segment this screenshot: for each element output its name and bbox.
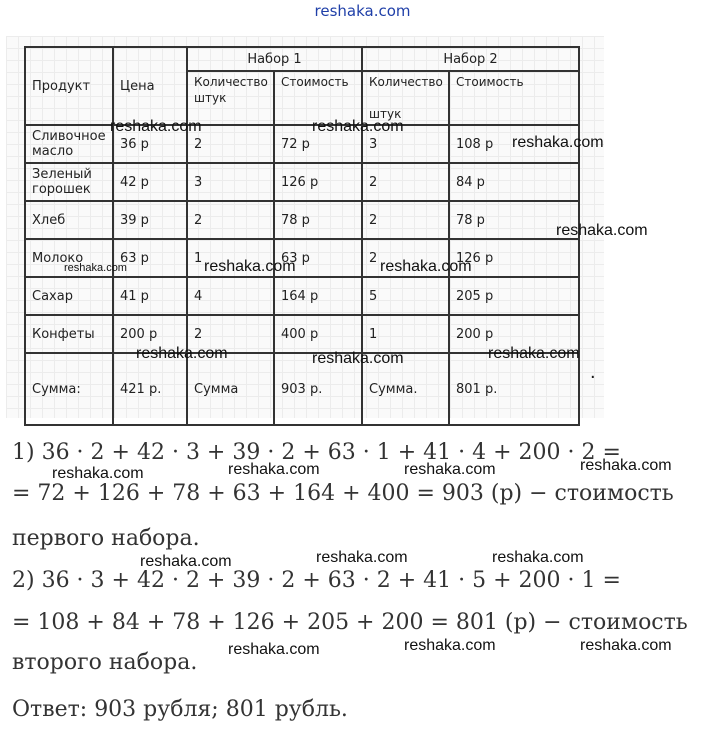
set2-sum-label: Сумма.	[362, 353, 449, 425]
price-cell: 41 р	[113, 277, 187, 315]
watermark: reshaka.com	[228, 641, 320, 658]
set2-cost-cell: 84 р	[449, 163, 579, 201]
watermark: reshaka.com	[136, 345, 228, 362]
set1-cost-cell: 63 р	[274, 239, 362, 277]
header-set1: Набор 1	[187, 47, 362, 71]
watermark: reshaka.com	[228, 461, 320, 478]
watermark: reshaka.com	[556, 222, 648, 239]
set1-sum-label: Сумма	[187, 353, 274, 425]
watermark: reshaka.com	[312, 350, 404, 367]
product-cell: Конфеты	[25, 315, 113, 353]
set2-qty-cell: 3	[362, 125, 449, 163]
set2-qty-cell: 2	[362, 163, 449, 201]
price-cell: 36 р	[113, 125, 187, 163]
set1-qty-cell: 3	[187, 163, 274, 201]
solution-line: 1) 36 · 2 + 42 · 3 + 39 · 2 + 63 · 1 + 41 · 4 + 200 · 2 =	[12, 440, 621, 465]
table-row	[25, 163, 579, 201]
set1-cost-cell: 78 р	[274, 201, 362, 239]
set1-cost-cell: 126 р	[274, 163, 362, 201]
watermark: reshaka.com	[110, 118, 202, 135]
price-cell: 63 р	[113, 239, 187, 277]
price-cell: 42 р	[113, 163, 187, 201]
product-cell: Зеленый горошек	[25, 163, 113, 201]
watermark: reshaka.com	[488, 345, 580, 362]
table-row	[25, 125, 579, 163]
stray-dot: .	[590, 361, 596, 383]
watermark: reshaka.com	[380, 258, 472, 275]
solution-line: первого набора.	[12, 526, 200, 551]
header-set2-qty: Количество штук	[362, 71, 449, 125]
product-cell: Молоко	[25, 239, 113, 277]
set2-cost-cell: 200 р	[449, 315, 579, 353]
header-set2-cost: Стоимость	[449, 71, 579, 125]
header-product: Продукт	[25, 47, 113, 125]
set2-cost-cell: 108 р	[449, 125, 579, 163]
product-cell: Хлеб	[25, 201, 113, 239]
products-table	[24, 46, 580, 426]
site-header-link[interactable]: reshaka.com	[314, 2, 411, 20]
watermark: reshaka.com	[404, 637, 496, 654]
watermark: reshaka.com	[52, 465, 144, 482]
set1-qty-cell: 2	[187, 315, 274, 353]
table-row	[25, 277, 579, 315]
set2-qty-cell: 2	[362, 201, 449, 239]
set1-cost-cell: 72 р	[274, 125, 362, 163]
set2-cost-cell: 78 р	[449, 201, 579, 239]
watermark: reshaka.com	[492, 549, 584, 566]
watermark: reshaka.com	[64, 262, 127, 274]
set2-qty-cell: 5	[362, 277, 449, 315]
table-row	[25, 201, 579, 239]
solution-line: второго набора.	[12, 650, 198, 675]
solution-line: = 72 + 126 + 78 + 63 + 164 + 400 = 903 (р) − стоимость	[12, 481, 674, 506]
set2-cost-cell: 205 р	[449, 277, 579, 315]
watermark: reshaka.com	[580, 457, 672, 474]
sum-label: Сумма:	[25, 353, 113, 425]
sum-row	[25, 353, 579, 425]
set1-qty-cell: 4	[187, 277, 274, 315]
set2-qty-cell: 1	[362, 315, 449, 353]
header-price: Цена	[113, 47, 187, 125]
watermark: reshaka.com	[512, 134, 604, 151]
answer-line: Ответ: 903 рубля; 801 рубль.	[12, 697, 348, 722]
set1-cost-cell: 400 р	[274, 315, 362, 353]
header-set1-cost: Стоимость	[274, 71, 362, 125]
price-cell: 200 р	[113, 315, 187, 353]
product-cell: Сливочное масло	[25, 125, 113, 163]
set1-cost-cell: 164 р	[274, 277, 362, 315]
watermark: reshaka.com	[312, 118, 404, 135]
solution-line: = 108 + 84 + 78 + 126 + 205 + 200 = 801 (р) − стоимость	[12, 610, 688, 635]
header-set2: Набор 2	[362, 47, 579, 71]
set1-qty-cell: 1	[187, 239, 274, 277]
watermark: reshaka.com	[140, 553, 232, 570]
set1-total: 903 р.	[274, 353, 362, 425]
watermark: reshaka.com	[316, 549, 408, 566]
watermark: reshaka.com	[580, 637, 672, 654]
watermark: reshaka.com	[204, 258, 296, 275]
set2-qty-cell: 2	[362, 239, 449, 277]
price-cell: 39 р	[113, 201, 187, 239]
set2-total: 801 р.	[449, 353, 579, 425]
set1-qty-cell: 2	[187, 201, 274, 239]
price-total: 421 р.	[113, 353, 187, 425]
solution-line: 2) 36 · 3 + 42 · 2 + 39 · 2 + 63 · 2 + 41 · 5 + 200 · 1 =	[12, 568, 621, 593]
header-set1-qty: Количество штук	[187, 71, 274, 125]
set2-cost-cell: 126 р	[449, 239, 579, 277]
set1-qty-cell: 2	[187, 125, 274, 163]
watermark: reshaka.com	[404, 461, 496, 478]
product-cell: Сахар	[25, 277, 113, 315]
